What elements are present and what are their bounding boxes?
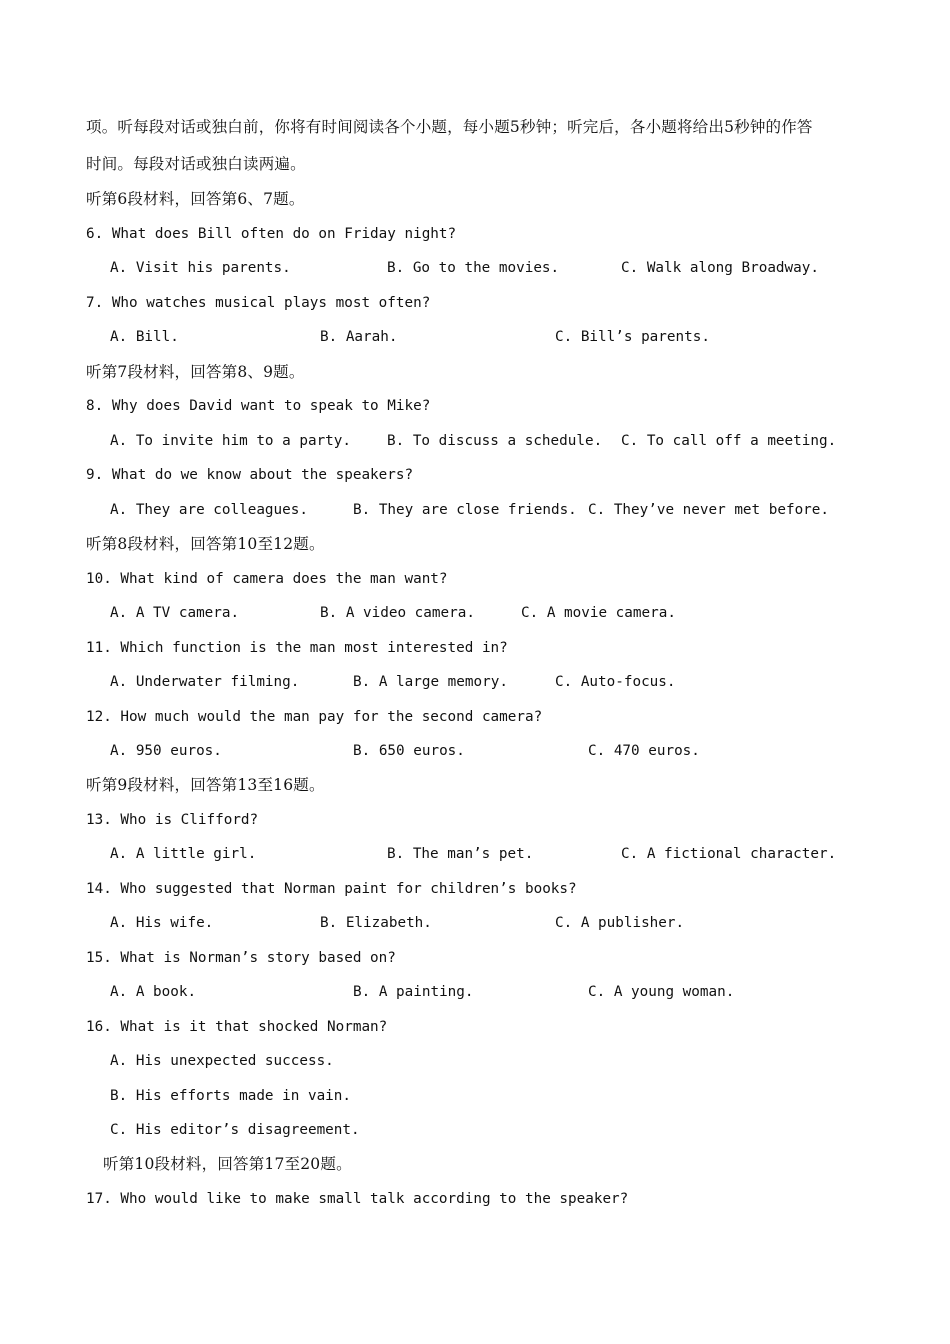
- option-13a: A. A little girl.: [110, 846, 257, 862]
- option-7a: A. Bill.: [110, 329, 179, 345]
- option-8a: A. To invite him to a party.: [110, 433, 352, 449]
- option-13b: B. The man’s pet.: [387, 846, 534, 862]
- option-9c: C. They’ve never met before.: [588, 502, 830, 518]
- option-6c: C. Walk along Broadway.: [621, 260, 819, 276]
- section-header: 听第8段材料，回答第10至12题。: [86, 535, 325, 553]
- option-6a: A. Visit his parents.: [110, 260, 291, 276]
- option-6b: B. Go to the movies.: [387, 260, 560, 276]
- question-11: 11. Which function is the man most interested in?: [86, 640, 508, 656]
- section-header: 听第9段材料，回答第13至16题。: [86, 776, 325, 794]
- question-9: 9. What do we know about the speakers?: [86, 467, 414, 483]
- option-10b: B. A video camera.: [320, 605, 475, 621]
- question-16: 16. What is it that shocked Norman?: [86, 1019, 388, 1035]
- option-14c: C. A publisher.: [555, 915, 685, 931]
- section-header: 听第6段材料，回答第6、7题。: [86, 190, 305, 208]
- option-14b: B. Elizabeth.: [320, 915, 432, 931]
- question-13: 13. Who is Clifford?: [86, 812, 259, 828]
- option-10a: A. A TV camera.: [110, 605, 240, 621]
- question-15: 15. What is Norman’s story based on?: [86, 950, 396, 966]
- option-15a: A. A book.: [110, 984, 197, 1000]
- question-17: 17. Who would like to make small talk according to the speaker?: [86, 1191, 629, 1207]
- option-15c: C. A young woman.: [588, 984, 735, 1000]
- option-12a: A. 950 euros.: [110, 743, 222, 759]
- question-10: 10. What kind of camera does the man want?: [86, 571, 448, 587]
- option-8b: B. To discuss a schedule.: [387, 433, 603, 449]
- question-8: 8. Why does David want to speak to Mike?: [86, 398, 431, 414]
- option-8c: C. To call off a meeting.: [621, 433, 837, 449]
- option-12b: B. 650 euros.: [353, 743, 465, 759]
- instructions-line-1: 项。听每段对话或独白前，你将有时间阅读各个小题，每小题5秒钟；听完后，各小题将给出5秒钟的作答: [86, 118, 813, 136]
- option-11c: C. Auto-focus.: [555, 674, 676, 690]
- question-7: 7. Who watches musical plays most often?: [86, 295, 431, 311]
- option-9a: A. They are colleagues.: [110, 502, 308, 518]
- option-7b: B. Aarah.: [320, 329, 398, 345]
- section-header: 听第7段材料，回答第8、9题。: [86, 363, 305, 381]
- option-9b: B. They are close friends.: [353, 502, 577, 518]
- question-6: 6. What does Bill often do on Friday night?: [86, 226, 457, 242]
- option-15b: B. A painting.: [353, 984, 474, 1000]
- option-16b: B. His efforts made in vain.: [110, 1088, 352, 1104]
- option-11a: A. Underwater filming.: [110, 674, 300, 690]
- option-7c: C. Bill’s parents.: [555, 329, 710, 345]
- option-13c: C. A fictional character.: [621, 846, 837, 862]
- option-12c: C. 470 euros.: [588, 743, 700, 759]
- option-14a: A. His wife.: [110, 915, 214, 931]
- question-14: 14. Who suggested that Norman paint for children’s books?: [86, 881, 577, 897]
- option-10c: C. A movie camera.: [521, 605, 676, 621]
- option-16c: C. His editor’s disagreement.: [110, 1122, 360, 1138]
- instructions-line-2: 时间。每段对话或独白读两遍。: [86, 155, 306, 173]
- question-12: 12. How much would the man pay for the second camera?: [86, 709, 543, 725]
- option-11b: B. A large memory.: [353, 674, 508, 690]
- option-16a: A. His unexpected success.: [110, 1053, 334, 1069]
- section-header: 听第10段材料，回答第17至20题。: [103, 1155, 352, 1173]
